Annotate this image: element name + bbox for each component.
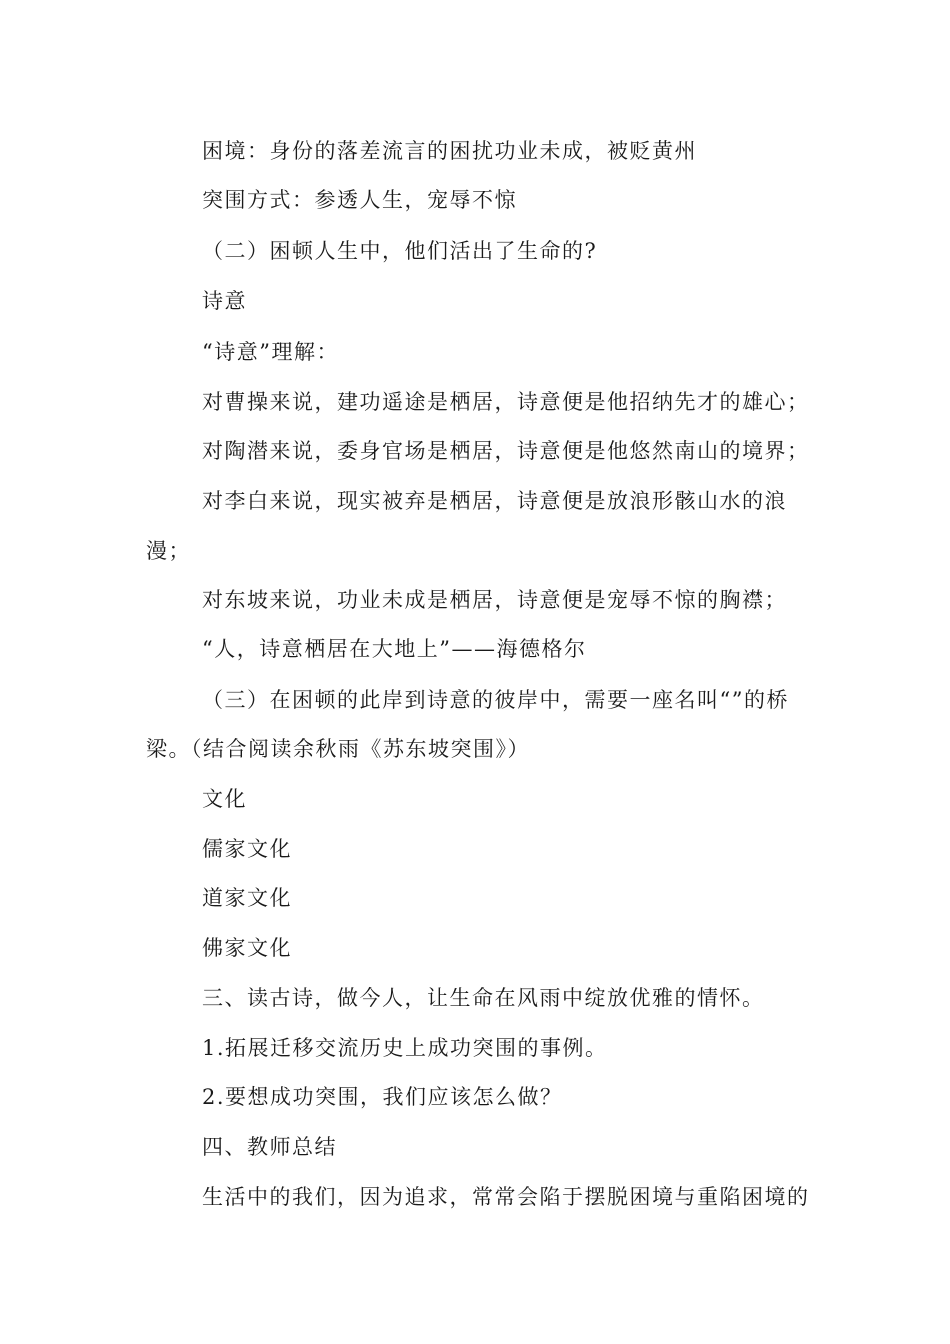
text-line-cao-cao: 对曹操来说，建功遥途是栖居，诗意便是他招纳先才的雄心； [202,390,810,414]
text-line-poetic-understanding: “诗意”理解： [202,340,339,364]
text-line-buddhist-culture: 佛家文化 [202,936,292,960]
section-heading-four: 四、教师总结 [202,1135,337,1159]
text-line-li-bai-cont: 漫； [146,539,191,563]
text-line-tao-qian: 对陶潜来说，委身官场是栖居，诗意便是他悠然南山的境界； [202,439,810,463]
section-heading-three: 三、读古诗，做今人，让生命在风雨中绽放优雅的情怀。 [202,986,765,1010]
text-line-culture: 文化 [202,787,247,811]
text-line-li-bai: 对李白来说，现实被弃是栖居，诗意便是放浪形骸山水的浪 [202,489,787,513]
text-line-dongpo: 对东坡来说，功业未成是栖居，诗意便是宠辱不惊的胸襟； [202,588,787,612]
text-line-poetic: 诗意 [202,289,247,313]
text-line-heidegger-quote: “人，诗意栖居在大地上”——海德格尔 [202,637,587,661]
section-heading-3: （三）在困顿的此岸到诗意的彼岸中，需要一座名叫“”的桥 [202,688,789,712]
text-line-taoist-culture: 道家文化 [202,886,292,910]
text-line-predicament: 困境：身份的落差流言的困扰功业未成，被贬黄州 [202,139,697,163]
section-heading-3-cont: 梁。（结合阅读余秋雨《苏东坡突围》） [146,737,530,761]
text-line-summary: 生活中的我们，因为追求，常常会陷于摆脱困境与重陷困境的 [202,1185,810,1209]
section-heading-2: （二）困顿人生中，他们活出了生命的? [202,239,598,263]
text-line-breakthrough-method: 突围方式：参透人生，宠辱不惊 [202,188,517,212]
text-line-confucian-culture: 儒家文化 [202,837,292,861]
list-item-1: 1.拓展迁移交流历史上成功突围的事例。 [202,1036,608,1060]
list-item-2: 2.要想成功突围，我们应该怎么做？ [202,1085,563,1109]
